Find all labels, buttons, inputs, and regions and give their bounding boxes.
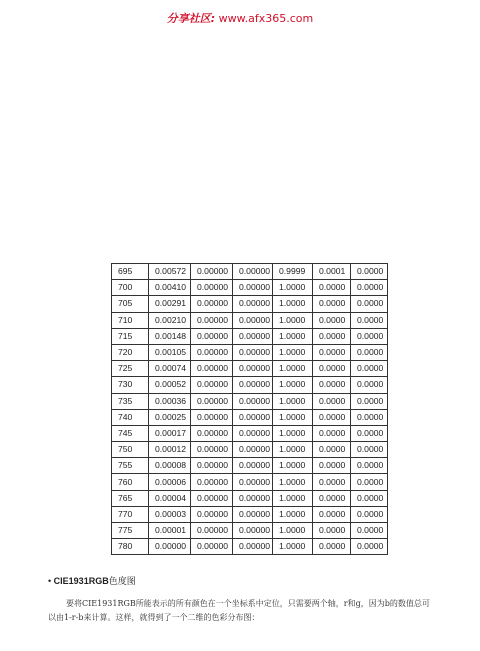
table-cell: 0.00000: [191, 539, 233, 555]
table-cell: 1.0000: [273, 344, 313, 360]
table-row: [112, 328, 388, 344]
page-header: [0, 10, 480, 26]
table-cell: 0.0000: [313, 442, 351, 458]
table-cell: 0.0000: [313, 377, 351, 393]
table-cell: 0.00000: [233, 474, 273, 490]
table-cell: 730: [112, 377, 149, 393]
section-title-bold: CIE1931RGB: [53, 576, 109, 586]
table-row: [112, 280, 388, 296]
table-cell: 1.0000: [273, 490, 313, 506]
table-cell: 750: [112, 442, 149, 458]
table-cell: 0.00210: [149, 312, 191, 328]
table-cell: 0.0000: [351, 296, 388, 312]
table-cell: 755: [112, 458, 149, 474]
section-title: [48, 574, 136, 587]
table-row: [112, 377, 388, 393]
table-cell: 0.00000: [233, 312, 273, 328]
body-paragraph: [48, 597, 452, 625]
table-cell: 0.00291: [149, 296, 191, 312]
table-cell: 0.0000: [351, 506, 388, 522]
table-cell: 0.00105: [149, 344, 191, 360]
table-cell: 0.00000: [233, 280, 273, 296]
table-cell: 1.0000: [273, 539, 313, 555]
table-cell: 0.00052: [149, 377, 191, 393]
table-cell: 0.0000: [351, 474, 388, 490]
table-cell: 0.0000: [313, 490, 351, 506]
table-cell: 0.0000: [351, 377, 388, 393]
table-cell: 695: [112, 264, 149, 280]
table-cell: 0.0000: [351, 393, 388, 409]
table-cell: 0.00000: [191, 264, 233, 280]
table-cell: 0.0000: [351, 490, 388, 506]
table-cell: 780: [112, 539, 149, 555]
table-cell: 0.00000: [233, 393, 273, 409]
table-row: [112, 458, 388, 474]
table-cell: 0.00008: [149, 458, 191, 474]
table-cell: 1.0000: [273, 312, 313, 328]
site-logo-text: 分享社区:: [166, 12, 216, 25]
table-cell: 0.00025: [149, 409, 191, 425]
table-row: [112, 361, 388, 377]
table-cell: 0.00003: [149, 506, 191, 522]
table-cell: 1.0000: [273, 296, 313, 312]
table-cell: 1.0000: [273, 393, 313, 409]
table-row: [112, 425, 388, 441]
table-cell: 0.00000: [191, 393, 233, 409]
table-cell: 1.0000: [273, 361, 313, 377]
table-row: [112, 409, 388, 425]
table-cell: 0.00000: [191, 296, 233, 312]
table-cell: 0.0000: [313, 458, 351, 474]
table-cell: 0.00000: [233, 264, 273, 280]
table-cell: 0.00000: [191, 409, 233, 425]
table-cell: 0.0000: [351, 442, 388, 458]
table-cell: 0.0000: [313, 474, 351, 490]
table-cell: 0.0000: [351, 523, 388, 539]
site-url[interactable]: www.afx365.com: [218, 12, 314, 25]
table-cell: 0.0000: [351, 344, 388, 360]
table-cell: 0.0000: [351, 361, 388, 377]
table-cell: 0.0000: [351, 539, 388, 555]
table-cell: 740: [112, 409, 149, 425]
table-cell: 0.00000: [191, 328, 233, 344]
table-cell: 0.0000: [313, 506, 351, 522]
table-cell: 0.00000: [191, 523, 233, 539]
table-cell: 735: [112, 393, 149, 409]
table-cell: 710: [112, 312, 149, 328]
table-cell: 770: [112, 506, 149, 522]
table-cell: 0.00000: [233, 377, 273, 393]
table-cell: 0.0000: [313, 425, 351, 441]
paragraph-line-1: 要将CIE1931RGB所能表示的所有颜色在一个坐标系中定位，只需要两个轴，r和g，因为b的数值总可: [66, 599, 430, 608]
table-cell: 0.00000: [233, 361, 273, 377]
table-cell: 0.0000: [313, 296, 351, 312]
table-cell: 0.0001: [313, 264, 351, 280]
table-row: [112, 264, 388, 280]
table-cell: 1.0000: [273, 280, 313, 296]
table-cell: 0.00012: [149, 442, 191, 458]
table-cell: 0.0000: [313, 409, 351, 425]
table-cell: 1.0000: [273, 474, 313, 490]
table-cell: 0.0000: [351, 425, 388, 441]
table-cell: 0.00000: [233, 490, 273, 506]
table-cell: 0.00036: [149, 393, 191, 409]
table-cell: 705: [112, 296, 149, 312]
table-row: [112, 474, 388, 490]
table-cell: 0.00572: [149, 264, 191, 280]
table-cell: 0.00000: [191, 377, 233, 393]
table-cell: 745: [112, 425, 149, 441]
table-cell: 1.0000: [273, 409, 313, 425]
table-cell: 1.0000: [273, 377, 313, 393]
table-cell: 0.00017: [149, 425, 191, 441]
table-cell: 0.00074: [149, 361, 191, 377]
table-row: [112, 344, 388, 360]
table-cell: 0.00148: [149, 328, 191, 344]
table-cell: 0.9999: [273, 264, 313, 280]
table-cell: 0.0000: [351, 328, 388, 344]
table-cell: 0.0000: [313, 312, 351, 328]
table-cell: 0.0000: [313, 393, 351, 409]
table-cell: 0.00004: [149, 490, 191, 506]
table-cell: 0.00000: [191, 280, 233, 296]
table-cell: 0.0000: [313, 361, 351, 377]
table-row: [112, 539, 388, 555]
table-cell: 1.0000: [273, 458, 313, 474]
table-row: [112, 490, 388, 506]
table-cell: 0.0000: [313, 280, 351, 296]
table-cell: 0.00000: [233, 425, 273, 441]
table-cell: 0.00000: [233, 328, 273, 344]
table-row: [112, 506, 388, 522]
table-cell: 0.00000: [233, 523, 273, 539]
table-cell: 0.00006: [149, 474, 191, 490]
table-cell: 0.00410: [149, 280, 191, 296]
table-cell: 725: [112, 361, 149, 377]
color-matching-table: [111, 263, 388, 555]
table-cell: 0.0000: [313, 344, 351, 360]
table-cell: 0.00000: [191, 344, 233, 360]
table-row: [112, 393, 388, 409]
table-cell: 0.00000: [191, 425, 233, 441]
table-cell: 0.00000: [233, 409, 273, 425]
table-row: [112, 312, 388, 328]
table-cell: 0.0000: [313, 539, 351, 555]
table-cell: 0.0000: [313, 328, 351, 344]
table-cell: 715: [112, 328, 149, 344]
table-row: [112, 523, 388, 539]
table-cell: 775: [112, 523, 149, 539]
table-cell: 0.0000: [351, 280, 388, 296]
table-cell: 0.00000: [233, 442, 273, 458]
table-cell: 0.0000: [351, 458, 388, 474]
table-cell: 0.00000: [191, 506, 233, 522]
table-cell: 0.00000: [233, 344, 273, 360]
table-cell: 0.00000: [149, 539, 191, 555]
table-cell: 0.00001: [149, 523, 191, 539]
table-cell: 0.0000: [313, 523, 351, 539]
section-title-rest: 色度图: [108, 576, 136, 586]
table-cell: 0.0000: [351, 264, 388, 280]
table-cell: 1.0000: [273, 328, 313, 344]
table-row: [112, 296, 388, 312]
table-cell: 0.00000: [191, 361, 233, 377]
bullet-icon: •: [48, 576, 52, 586]
table-cell: 1.0000: [273, 425, 313, 441]
table-cell: 760: [112, 474, 149, 490]
table-cell: 0.00000: [191, 312, 233, 328]
table-cell: 0.00000: [233, 458, 273, 474]
table-cell: 0.00000: [191, 474, 233, 490]
table-cell: 1.0000: [273, 523, 313, 539]
table-cell: 700: [112, 280, 149, 296]
table-cell: 1.0000: [273, 442, 313, 458]
table-cell: 0.00000: [191, 458, 233, 474]
table-cell: 0.0000: [351, 409, 388, 425]
table-cell: 720: [112, 344, 149, 360]
table-cell: 0.0000: [351, 312, 388, 328]
table-cell: 765: [112, 490, 149, 506]
table-cell: 0.00000: [233, 296, 273, 312]
table-row: [112, 442, 388, 458]
table-cell: 0.00000: [191, 442, 233, 458]
table-cell: 0.00000: [191, 490, 233, 506]
table-cell: 1.0000: [273, 506, 313, 522]
table-cell: 0.00000: [233, 539, 273, 555]
table-cell: 0.00000: [233, 506, 273, 522]
paragraph-line-2: 以由1-r-b来计算。这样，就得到了一个二维的色彩分布图：: [48, 613, 260, 622]
